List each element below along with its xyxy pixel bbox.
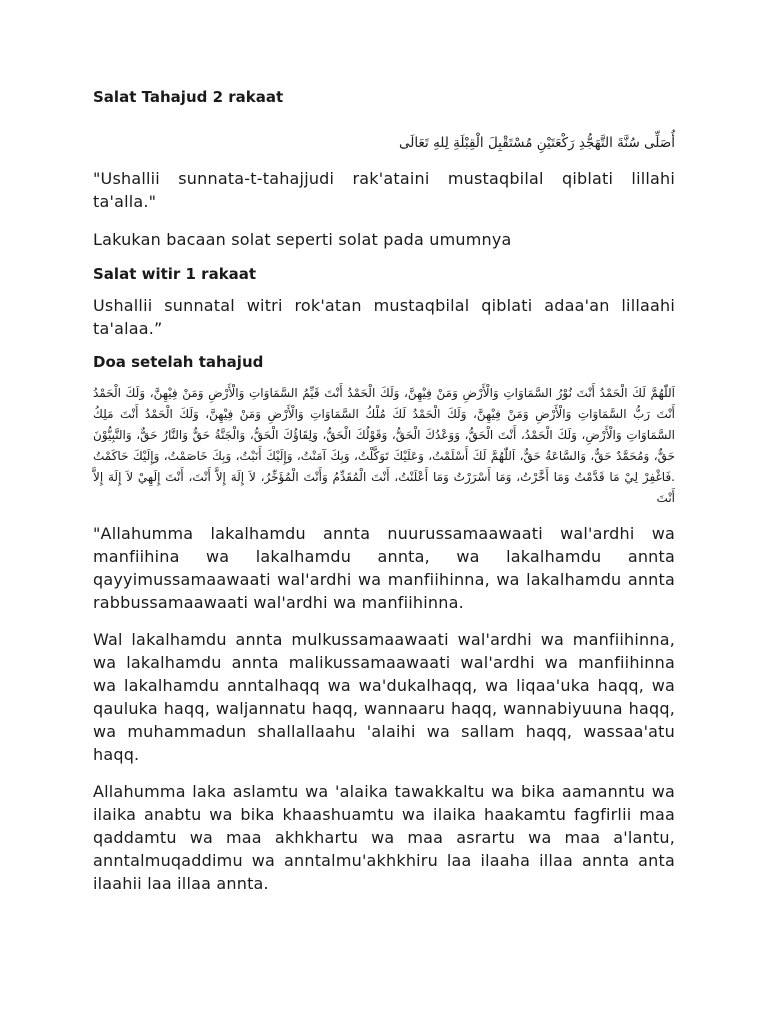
document-content	[93, 88, 675, 895]
doa-arabic: اَللّٰهُمَّ لَكَ الْحَمْدُ أَنْتَ نُوْرُ السَّمَاوَاتِ وَالْأَرْضِ وَمَنْ فِيْهِنَّ، وَلَكَ الْحَمْدُ أَنْتَ قَيِّمُ السَّمَاوَاتِ وَالْأَرْضِ وَمَنْ فِيْهِنَّ، وَلَكَ الْحَمْدُ أَنْتَ رَبُّ السَّمَاوَاتِ وَالْأَرْضِ وَمَنْ فِيْهِنَّ، وَلَكَ الْحَمْدُ لَكَ مُلْكُ السَّمَاوَاتِ وَالْأَرْضِ وَمَنْ فِيْهِنَّ، وَلَكَ الْحَمْدُ أَنْتَ مَلِكُ السَّمَاوَاتِ وَالْأَرْضِ، وَلَكَ الْحَمْدُ، أَنْتَ الْحَقُّ، وَوَعْدُكَ الْحَقُّ، وَقَوْلُكَ الْحَقُّ، وَلِقَاؤُكَ الْحَقُّ، وَالْجَنَّةُ حَقٌّ وَالنَّارُ حَقٌّ، وَالنَّبِيُّوْنَ حَقٌّ، وَمُحَمَّدٌ حَقٌّ، وَالسَّاعَةُ حَقٌّ، اَللّٰهُمَّ لَكَ أَسْلَمْتُ، وَعَلَيْكَ تَوَكَّلْتُ، وَبِكَ آمَنْتُ، وَإِلَيْكَ أَنَبْتُ، وَبِكَ خَاصَمْتُ، وَإِلَيْكَ حَاكَمْتُ .فَاغْفِرْ لِيْ مَا قَدَّمْتُ وَمَا أَخَّرْتُ، وَمَا أَسْرَرْتُ وَمَا أَعْلَنْتُ، أَنْتَ الْمُقَدِّمُ وَأَنْتَ الْمُؤَخِّرُ، لاَ إِلَهَ إِلاَّ أَنْتَ، أَنْتَ إِلَهِيْ لاَ إِلَهَ إِلاَّ أَنْتَ	[93, 386, 675, 505]
witir-niat-latin: Ushallii sunnatal witri rok'atan mustaqbilal qiblati adaa'an lillaahi ta'alaa.”	[93, 296, 675, 338]
tahajud-niat-arabic: أُصَلِّى سُنَّةَ التَّهَجُّدِ رَكْعَتَيْنِ مُسْتَقْبِلَ الْقِبْلَةِ لِلهِ تَعَالَى	[399, 135, 675, 151]
doa-latin-paragraph-1: "Allahumma lakalhamdu annta nuurussamaawaati wal'ardhi wa manfiihina wa lakalhamdu annta, wa lakalhamdu annta qayyimussamaawaati wal'ardhi wa manfiihinna, wa lakalhamdu annta rabbussamaawaati wal'ardhi wa manfiihinna.	[93, 524, 675, 612]
doa-heading: Doa setelah tahajud	[93, 353, 264, 371]
doa-latin-paragraph-3: Allahumma laka aslamtu wa 'alaika tawakkaltu wa bika aamanntu wa ilaika anabtu wa bika khaashuamtu wa ilaika haakamtu fagfirlii maa qaddamtu wa maa akhkhartu wa maa asrartu wa maa a'lantu, anntalmuqaddimu wa anntalmu'akhkhiru laa ilaaha illaa annta anta ilaahii laa illaa annta.	[93, 782, 675, 893]
witir-heading: Salat witir 1 rakaat	[93, 265, 257, 283]
tahajud-heading: Salat Tahajud 2 rakaat	[93, 88, 284, 106]
tahajud-note: Lakukan bacaan solat seperti solat pada umumnya	[93, 230, 512, 249]
doa-latin-paragraph-2: Wal lakalhamdu annta mulkussamaawaati wal'ardhi wa manfiihinna, wa lakalhamdu annta malikussamaawaati wal'ardhi wa manfiihinna wa lakalhamdu anntalhaqq wa wa'dukalhaqq, wa liqaa'uka haqq, wa qauluka haqq, waljannatu haqq, wannaaru haqq, wannabiyuuna haqq, wa muhammadun shallallaahu 'alaihi wa sallam haqq, wassaa'atu haqq.	[93, 630, 675, 764]
tahajud-niat-latin: "Ushallii sunnata-t-tahajjudi rak'ataini mustaqbilal qiblati lillahi ta'alla."	[93, 169, 675, 211]
